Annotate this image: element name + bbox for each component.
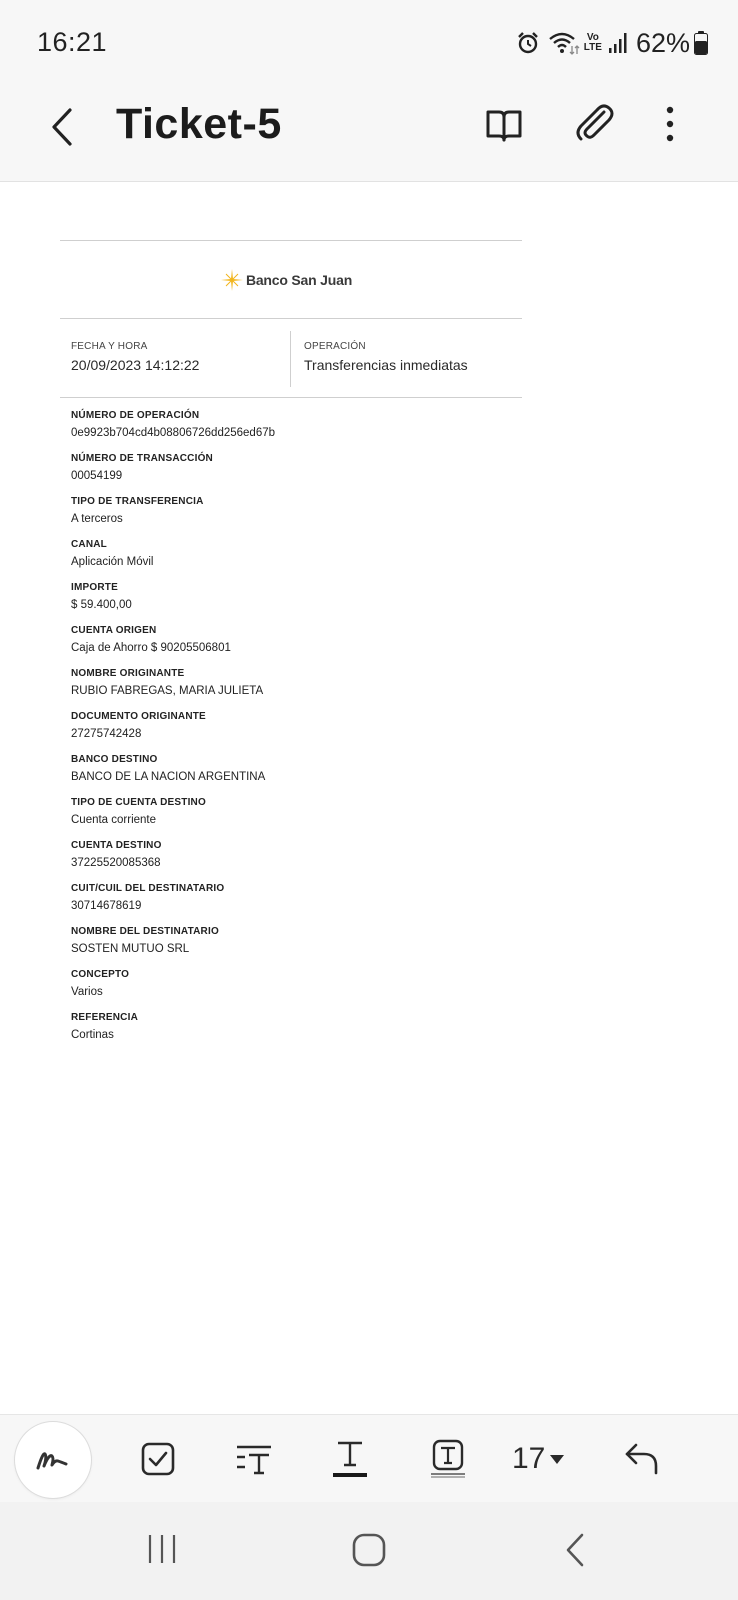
pen-icon xyxy=(35,1444,71,1476)
divider xyxy=(290,331,291,387)
field-label: TIPO DE TRANSFERENCIA xyxy=(71,496,204,507)
operation-value: Transferencias inmediatas xyxy=(304,357,468,373)
text-box-button[interactable] xyxy=(428,1439,468,1479)
field-label: CUENTA DESTINO xyxy=(71,840,162,851)
ticket-meta xyxy=(60,319,522,397)
field-value: Cuenta corriente xyxy=(71,814,157,826)
paperclip-icon xyxy=(573,102,617,146)
app-bar xyxy=(0,88,738,182)
alarm-icon xyxy=(516,31,540,55)
caret-down-icon xyxy=(549,1453,565,1465)
checkbox-button[interactable] xyxy=(138,1439,178,1479)
pen-button[interactable] xyxy=(15,1422,91,1498)
field-value: Varios xyxy=(71,986,103,998)
field-value: BANCO DE LA NACION ARGENTINA xyxy=(71,771,266,783)
font-size-dropdown[interactable] xyxy=(512,1441,565,1477)
field-destination-account xyxy=(71,840,522,883)
field-label: TIPO DE CUENTA DESTINO xyxy=(71,797,206,808)
status-icons xyxy=(516,26,708,60)
back-button[interactable] xyxy=(44,102,84,152)
field-label: REFERENCIA xyxy=(71,1012,139,1023)
field-source-account xyxy=(71,625,522,668)
field-label: DOCUMENTO ORIGINANTE xyxy=(71,711,206,722)
field-value: $ 59.400,00 xyxy=(71,599,132,611)
home-icon xyxy=(351,1532,387,1568)
field-destination-bank xyxy=(71,754,522,797)
field-transfer-type xyxy=(71,496,522,539)
battery-icon xyxy=(694,31,708,55)
field-destination-account-type xyxy=(71,797,522,840)
bank-name: Banco San Juan xyxy=(245,271,353,288)
font-size-value: 17 xyxy=(512,1442,546,1475)
field-originator-document xyxy=(71,711,522,754)
field-label: CONCEPTO xyxy=(71,969,130,980)
wifi-icon xyxy=(548,30,580,56)
field-value: Aplicación Móvil xyxy=(71,556,154,568)
field-list xyxy=(60,398,522,1055)
field-reference xyxy=(71,1012,522,1055)
field-value: Caja de Ahorro $ 90205506801 xyxy=(71,642,231,654)
date-block xyxy=(71,341,199,373)
undo-button[interactable] xyxy=(622,1439,662,1479)
text-align-icon xyxy=(234,1439,274,1479)
field-label: NÚMERO DE OPERACIÓN xyxy=(71,410,200,421)
date-label: FECHA Y HORA xyxy=(71,341,148,352)
field-label: NOMBRE ORIGINANTE xyxy=(71,668,185,679)
checkbox-icon xyxy=(138,1439,178,1479)
status-bar xyxy=(0,0,738,88)
page-title: Ticket-5 xyxy=(116,100,282,148)
field-value: A terceros xyxy=(71,513,123,525)
edit-toolbar xyxy=(0,1414,738,1503)
field-operation-number xyxy=(71,410,522,453)
field-label: CANAL xyxy=(71,539,107,550)
field-label: CUENTA ORIGEN xyxy=(71,625,157,636)
volte-icon: Vo LTE xyxy=(583,32,602,53)
field-channel xyxy=(71,539,522,582)
field-value: 30714678619 xyxy=(71,900,142,912)
more-vertical-icon xyxy=(655,102,685,146)
recent-apps-button[interactable] xyxy=(145,1532,179,1571)
bank-logo xyxy=(60,241,522,318)
text-align-button[interactable] xyxy=(234,1439,274,1479)
field-label: NOMBRE DEL DESTINATARIO xyxy=(71,926,219,937)
field-value: Cortinas xyxy=(71,1029,114,1041)
reading-mode-button[interactable] xyxy=(484,104,524,144)
field-value: RUBIO FABREGAS, MARIA JULIETA xyxy=(71,685,264,697)
field-recipient-name xyxy=(71,926,522,969)
date-value: 20/09/2023 14:12:22 xyxy=(71,357,200,373)
operation-block xyxy=(304,341,468,373)
book-icon xyxy=(484,104,524,144)
more-options-button[interactable] xyxy=(655,102,685,146)
transfer-receipt xyxy=(60,240,522,1055)
field-value: 27275742428 xyxy=(71,728,142,740)
chevron-left-icon xyxy=(44,102,84,152)
field-value: SOSTEN MUTUO SRL xyxy=(71,943,190,955)
field-amount xyxy=(71,582,522,625)
chevron-left-icon xyxy=(563,1532,587,1568)
system-navigation-bar xyxy=(0,1502,738,1600)
battery-percent: 62% xyxy=(635,27,690,58)
field-value: 00054199 xyxy=(71,470,123,482)
field-originator-name xyxy=(71,668,522,711)
undo-icon xyxy=(622,1439,662,1479)
bank-star-icon xyxy=(220,268,244,292)
system-back-button[interactable] xyxy=(563,1532,587,1573)
field-transaction-number xyxy=(71,453,522,496)
field-label: BANCO DESTINO xyxy=(71,754,158,765)
field-value: 0e9923b704cd4b08806726dd256ed67b xyxy=(71,427,276,439)
text-underline-icon xyxy=(330,1439,370,1479)
status-time: 16:21 xyxy=(37,27,108,57)
field-concept xyxy=(71,969,522,1012)
field-recipient-cuit xyxy=(71,883,522,926)
field-label: IMPORTE xyxy=(71,582,118,593)
text-box-icon xyxy=(428,1439,468,1479)
recent-apps-icon xyxy=(145,1532,179,1566)
signal-icon xyxy=(608,32,630,54)
field-label: CUIT/CUIL DEL DESTINATARIO xyxy=(71,883,225,894)
field-label: NÚMERO DE TRANSACCIÓN xyxy=(71,453,213,464)
text-style-button[interactable] xyxy=(330,1439,370,1479)
home-button[interactable] xyxy=(351,1532,387,1573)
operation-label: OPERACIÓN xyxy=(304,341,366,352)
field-value: 37225520085368 xyxy=(71,857,161,869)
attach-button[interactable] xyxy=(573,102,617,146)
